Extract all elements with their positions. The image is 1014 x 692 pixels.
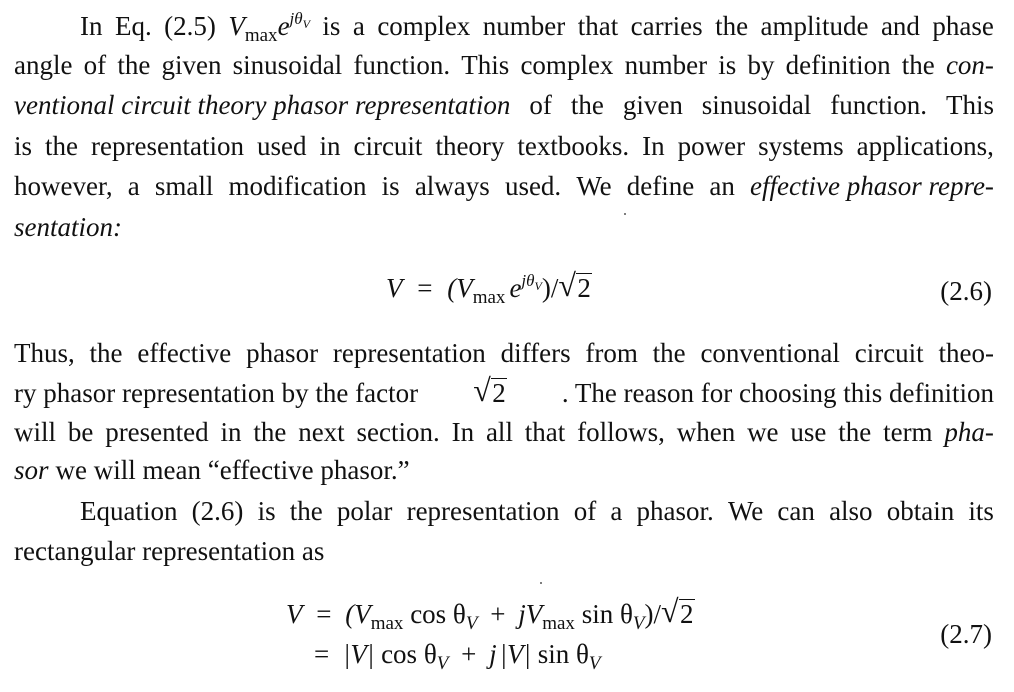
math-operator: = xyxy=(417,273,433,303)
math-subscript: max xyxy=(244,25,278,46)
word: representation xyxy=(91,131,244,161)
word: a xyxy=(610,496,623,526)
word: in xyxy=(319,131,341,161)
para1-line5 xyxy=(14,168,994,204)
math-operator: + xyxy=(461,639,477,669)
math-function: sin θ xyxy=(581,599,633,629)
word: angle xyxy=(14,50,73,80)
math-operator: = xyxy=(316,599,332,629)
radicand: 2 xyxy=(680,599,694,629)
word: is xyxy=(718,50,737,80)
word: we xyxy=(747,417,779,447)
math-subscript: V xyxy=(632,613,645,634)
word: theo- xyxy=(938,338,994,368)
word: (2.5) xyxy=(164,11,216,41)
italic-word: con- xyxy=(945,50,994,80)
sqrt xyxy=(473,375,507,411)
word: amplitude xyxy=(760,11,869,41)
word: of xyxy=(573,496,597,526)
word: phasor xyxy=(246,338,319,368)
para1-line2 xyxy=(14,47,994,83)
word: carries xyxy=(630,11,703,41)
word: phasor. xyxy=(636,496,714,526)
math-symbol: (V xyxy=(345,599,371,629)
word: In xyxy=(642,131,665,161)
word: use xyxy=(790,417,827,447)
para2-line3 xyxy=(14,414,994,450)
math-operator: )/ xyxy=(644,599,661,629)
word: all xyxy=(485,417,513,447)
equation-2-6 xyxy=(386,267,592,311)
math-superscript xyxy=(521,271,542,293)
word: sinusoidal xyxy=(701,90,812,120)
word: In xyxy=(80,11,103,41)
word: however, xyxy=(14,171,113,201)
sqrt xyxy=(558,267,592,306)
text-run: . The reason for choosing this definition xyxy=(561,378,994,408)
math-operator: = xyxy=(314,639,330,669)
word: can xyxy=(777,496,815,526)
word: Thus, xyxy=(14,338,75,368)
equation-2-7-row2 xyxy=(314,636,601,676)
word: Eq. xyxy=(114,11,152,41)
word: obtain xyxy=(886,496,955,526)
word: presented xyxy=(105,417,209,447)
math-superscript xyxy=(289,9,310,31)
word: the xyxy=(652,338,686,368)
word: (2.6) xyxy=(191,496,244,526)
word: the xyxy=(901,50,935,80)
math-symbol: jV xyxy=(518,599,543,629)
word: representation xyxy=(406,496,560,526)
math-symbol: e xyxy=(277,11,290,41)
print-speck xyxy=(624,213,626,215)
word: section. xyxy=(356,417,440,447)
word: modification xyxy=(228,171,367,201)
radical-sign: √ xyxy=(661,593,679,629)
word: that xyxy=(524,417,566,447)
word: the xyxy=(289,496,323,526)
math-symbol: j xyxy=(489,639,497,669)
word: is xyxy=(257,496,276,526)
math-superscript-subscript: V xyxy=(302,17,310,31)
word: given xyxy=(622,90,683,120)
word: phase xyxy=(932,11,994,41)
italic-word: pha- xyxy=(944,417,994,447)
word: from xyxy=(585,338,638,368)
para1-line4 xyxy=(14,128,994,164)
word: follows, xyxy=(577,417,665,447)
italic-word: sentation: xyxy=(14,212,122,242)
word: effective xyxy=(137,338,232,368)
word: circuit xyxy=(854,338,924,368)
word: We xyxy=(727,496,764,526)
word: the xyxy=(45,131,79,161)
para2-line2 xyxy=(14,375,994,411)
word: conventional xyxy=(700,338,840,368)
math-function: cos θ xyxy=(410,599,466,629)
para3-line2 xyxy=(14,533,994,569)
word: We xyxy=(576,171,612,201)
word: the xyxy=(570,90,604,120)
word: function. xyxy=(353,50,451,80)
math-subscript: max xyxy=(472,287,506,308)
word: textbooks. xyxy=(517,131,630,161)
math-symbol: (V xyxy=(447,273,473,303)
word: This xyxy=(945,90,994,120)
radicand: 2 xyxy=(577,273,591,303)
math-symbol: V xyxy=(228,11,245,41)
word: when xyxy=(676,417,736,447)
sqrt xyxy=(661,593,695,632)
print-speck xyxy=(540,582,542,584)
word: given xyxy=(161,50,222,80)
math-superscript-subscript: V xyxy=(534,279,542,293)
word: its xyxy=(968,496,994,526)
word: Equation xyxy=(80,496,178,526)
italic-term: ventional circuit theory phasor representation xyxy=(14,90,511,120)
word: the xyxy=(89,338,123,368)
word: the xyxy=(117,50,151,80)
para1-line1 xyxy=(80,8,994,49)
word: of xyxy=(529,90,552,120)
word: This xyxy=(461,50,510,80)
word: complex xyxy=(520,50,614,80)
word: and xyxy=(880,11,920,41)
word: polar xyxy=(336,496,393,526)
word: complex xyxy=(377,11,471,41)
word: an xyxy=(709,171,735,201)
word: also xyxy=(829,496,873,526)
word: In xyxy=(451,417,475,447)
word: used xyxy=(256,131,307,161)
para3-line1 xyxy=(80,493,994,529)
math-superscript-text: jθ xyxy=(289,9,303,28)
word: a xyxy=(352,11,365,41)
word: the xyxy=(715,11,749,41)
radical-sign: √ xyxy=(558,267,576,303)
radical-sign: √ xyxy=(473,375,491,408)
math-operator: + xyxy=(490,599,506,629)
word: systems xyxy=(758,131,844,161)
word: definition xyxy=(785,50,891,80)
text-run: rectangular representation as xyxy=(14,536,325,566)
math-operator: )/ xyxy=(541,273,559,303)
math-function: sin θ xyxy=(537,639,589,669)
math-subscript: V xyxy=(465,613,478,634)
word: number xyxy=(482,11,566,41)
text-run: we will mean “effective phasor.” xyxy=(55,455,410,485)
text-run: ry phasor representation by the factor xyxy=(14,378,419,408)
math-subscript: V xyxy=(436,653,449,674)
math-symbol: |V| xyxy=(499,639,531,669)
word: of xyxy=(83,50,107,80)
math-symbol: e xyxy=(509,273,522,303)
math-subscript: max xyxy=(370,613,404,634)
word: is xyxy=(381,171,400,201)
math-superscript-text: jθ xyxy=(521,271,535,290)
inline-math-vmax-ejtheta xyxy=(228,8,310,49)
word: is xyxy=(14,131,33,161)
word: that xyxy=(577,11,619,41)
word: always xyxy=(414,171,490,201)
word: term xyxy=(883,417,933,447)
italic-word: sor xyxy=(14,455,49,485)
para1-line6 xyxy=(14,209,994,245)
word: number xyxy=(624,50,708,80)
math-function: cos θ xyxy=(381,639,437,669)
word: small xyxy=(154,171,214,201)
italic-term: effective phasor repre- xyxy=(750,171,994,201)
math-subscript: V xyxy=(588,653,601,674)
word: a xyxy=(127,171,140,201)
word: by xyxy=(747,50,775,80)
word: next xyxy=(298,417,345,447)
word: representation xyxy=(332,338,486,368)
math-symbol: |V| xyxy=(342,639,375,669)
word: sinusoidal xyxy=(232,50,343,80)
math-symbol: V xyxy=(386,273,403,303)
word: the xyxy=(838,417,872,447)
word: be xyxy=(67,417,94,447)
math-subscript: max xyxy=(542,613,575,634)
word: applications, xyxy=(856,131,994,161)
word: the xyxy=(253,417,287,447)
para2-line1 xyxy=(14,335,994,371)
equation-2-7-row1 xyxy=(286,593,695,636)
equation-number-2-7: (2.7) xyxy=(940,619,992,649)
para2-line4 xyxy=(14,452,994,488)
word: in xyxy=(220,417,242,447)
word: define xyxy=(626,171,695,201)
radicand: 2 xyxy=(492,378,506,408)
word: power xyxy=(677,131,746,161)
word: theory xyxy=(435,131,505,161)
word: used. xyxy=(504,171,562,201)
word: will xyxy=(14,417,57,447)
word: is xyxy=(322,11,341,41)
word: function. xyxy=(830,90,928,120)
equation-number-2-6: (2.6) xyxy=(940,276,992,306)
para1-line3 xyxy=(14,87,994,123)
word: circuit xyxy=(353,131,423,161)
word: differs xyxy=(500,338,571,368)
math-symbol: V xyxy=(286,599,303,629)
